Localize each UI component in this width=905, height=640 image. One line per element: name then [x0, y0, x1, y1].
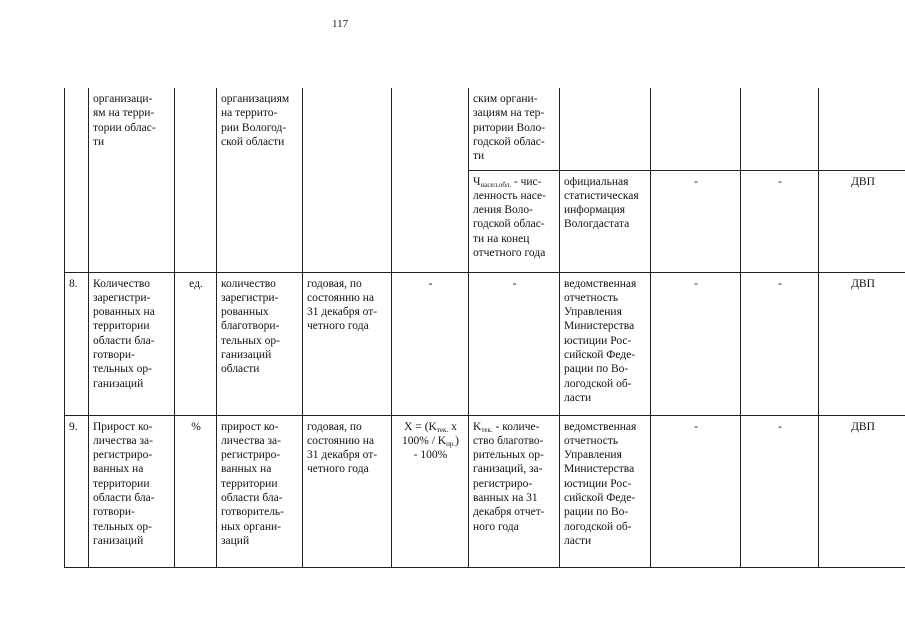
cell-source-9: ведомственная отчетность Управления Министерства юстиции Рос- сийской Феде- рации по Во- логодской об- ласти: [560, 415, 651, 567]
cell-indicators-cont-b: [469, 170, 560, 272]
cell-name-8: Количество зарегистри- рованных на территории области бла- готвори- тельных ор- ганизаций: [89, 272, 175, 415]
cell-definition-8: количество зарегистри- рованных благотвори- тельных ор- ганизаций области: [217, 272, 303, 415]
cell-num-8: 8.: [65, 272, 89, 415]
symbol-k-subscript: тек.: [481, 425, 493, 434]
cell-indicators-9: [469, 415, 560, 567]
formula-part-c: ) - 100%: [413, 434, 459, 462]
cell-definition-cont: организациям на террито- рии Вологод- ской области: [217, 88, 303, 272]
cell-unit-cont: [175, 88, 217, 272]
cell-periodicity-8: годовая, по состоянию на 31 декабря от- четного года: [303, 272, 392, 415]
cell-indicators-cont-a: ским органи- зациям на тер- ритории Воло- годской облас- ти: [469, 88, 560, 170]
cell-unit-9: %: [175, 415, 217, 567]
formula-subscript-2: пр.: [446, 439, 456, 448]
cell-col12-8: ДВП: [819, 272, 905, 415]
cell-indicators-8: -: [469, 272, 560, 415]
cell-col10-8: -: [651, 272, 741, 415]
symbol-ch-subscript: насел.обл.: [480, 180, 512, 189]
formula-part-b: x 100% / K: [402, 420, 457, 447]
cell-col12-cont-b: ДВП: [819, 170, 905, 272]
cell-formula-cont: [392, 88, 469, 272]
cell-num-9: 9.: [65, 415, 89, 567]
symbol-k: K: [473, 420, 482, 433]
cell-col10-cont-b: -: [651, 170, 741, 272]
cell-unit-8: ед.: [175, 272, 217, 415]
formula-part-a: X = (K: [404, 420, 437, 433]
cell-num-cont: [65, 88, 89, 272]
cell-col12-9: ДВП: [819, 415, 905, 567]
formula-subscript-1: тек.: [436, 425, 449, 434]
page-number: 117: [332, 18, 349, 30]
cell-name-9: Прирост ко- личества за- регистриро- ванных на территории области бла- готвори- тельных ор- ганизаций: [89, 415, 175, 567]
cell-col10-9: -: [651, 415, 741, 567]
cell-formula-8: -: [392, 272, 469, 415]
cell-periodicity-9: годовая, по состоянию на 31 декабря от- четного года: [303, 415, 392, 567]
indicator-table: [64, 88, 905, 568]
cell-source-8: ведомственная отчетность Управления Министерства юстиции Рос- сийской Феде- рации по Во- логодской об- ласти: [560, 272, 651, 415]
indicator-text: - количе- ство благотво- рительных ор- ганизаций, за- регистриро- ванных на 31 декабря отчет- ного года: [473, 420, 545, 533]
cell-col10-cont-a: [651, 88, 741, 170]
indicator-text: - чис- ленность насе- ления Воло- годской облас- ти на конец отчетного года: [473, 175, 546, 259]
cell-definition-9: прирост ко- личества за- регистриро- ванных на территории области бла- готворитель- ных органи- заций: [217, 415, 303, 567]
cell-periodicity-cont: [303, 88, 392, 272]
table-row-9: [65, 415, 905, 567]
cell-name-cont: организаци- ям на терри- тории облас- ти: [89, 88, 175, 272]
cell-source-cont-a: [560, 88, 651, 170]
cell-col11-cont-b: -: [741, 170, 819, 272]
cell-source-cont-b: официальная статистическая информация Вологдастата: [560, 170, 651, 272]
cell-col11-cont-a: [741, 88, 819, 170]
cell-col11-9: -: [741, 415, 819, 567]
symbol-ch: Ч: [473, 175, 481, 188]
table-row-8: [65, 272, 905, 415]
cell-col11-8: -: [741, 272, 819, 415]
cell-formula-9: [392, 415, 469, 567]
table-row-continuation-a: [65, 88, 905, 170]
cell-col12-cont-a: [819, 88, 905, 170]
